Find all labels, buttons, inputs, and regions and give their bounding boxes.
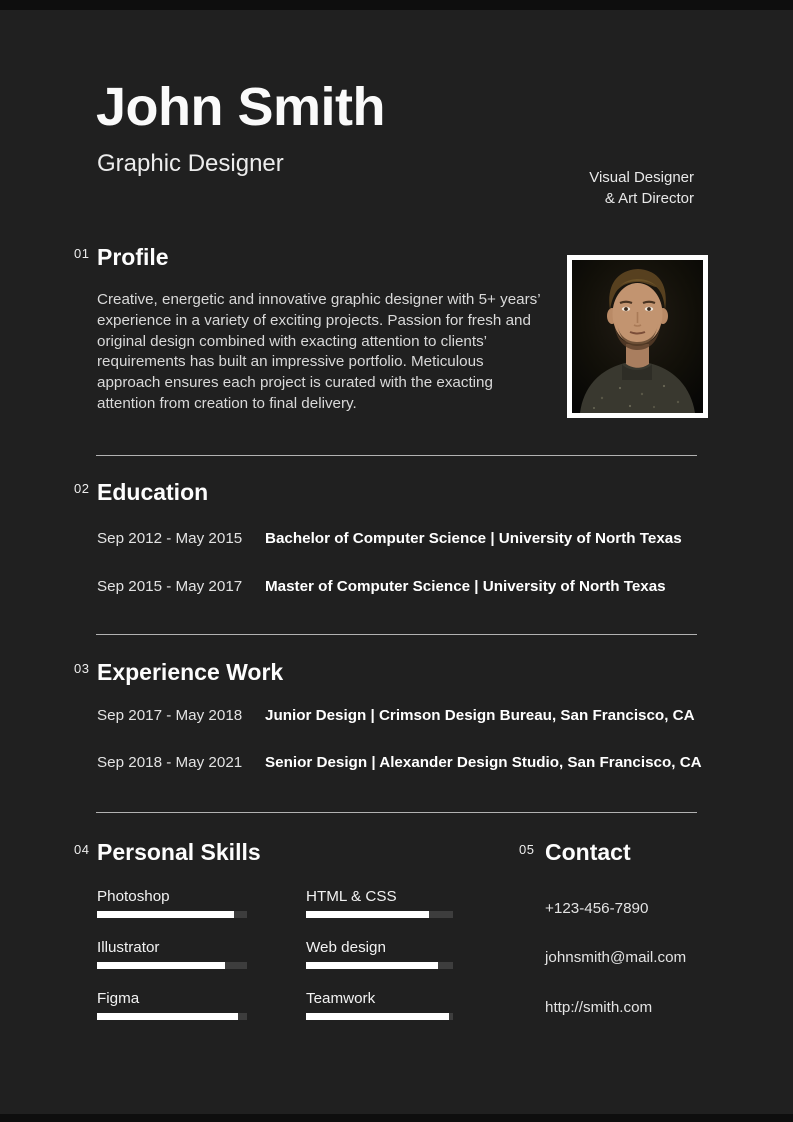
skill-bar-fill: [306, 911, 429, 918]
contact-section-heading: Contact: [545, 839, 631, 865]
education-entry-description: Bachelor of Computer Science | University of North Texas: [265, 530, 682, 547]
education-entry: [97, 578, 697, 595]
person-name: John Smith: [96, 77, 385, 137]
skill-item: [97, 990, 247, 1020]
skill-item: [97, 888, 247, 918]
experience-entry: [97, 754, 702, 771]
page-bottom-edge: [0, 1114, 793, 1122]
experience-section-heading: Experience Work: [97, 659, 284, 685]
section-divider: [96, 455, 697, 456]
skill-bar-track: [306, 911, 453, 918]
contact-email[interactable]: johnsmith@mail.com: [545, 949, 687, 966]
person-job-title: Graphic Designer: [97, 150, 284, 177]
section-divider: [96, 812, 697, 813]
skill-label: Photoshop: [97, 888, 170, 905]
experience-entry-dates: Sep 2017 - May 2018: [97, 707, 243, 724]
skill-bar-fill: [97, 1013, 238, 1020]
skill-item: [306, 888, 453, 918]
education-entry: [97, 530, 697, 547]
contact-phone: +123-456-7890: [545, 900, 649, 917]
skill-bar-track: [97, 1013, 247, 1020]
skills-section-number: 04: [74, 842, 90, 857]
education-entry-description: Master of Computer Science | University of North Texas: [265, 578, 666, 595]
skill-bar-track: [306, 1013, 453, 1020]
tagline-line-1: Visual Designer: [589, 169, 694, 186]
profile-summary-text: Creative, energetic and innovative graphic designer with 5+ years’ experience in a variety of exciting projects. Passion for fresh and original design combined with exacting attention to clients’ requirements has built an impressive portfolio. Meticulous approach ensures each project is curated with the exacting attention from creation to final delivery.: [97, 291, 541, 412]
skill-bar-fill: [306, 1013, 449, 1020]
skills-section-heading: Personal Skills: [97, 839, 261, 865]
experience-section-number: 03: [74, 661, 90, 676]
skill-item: [306, 990, 453, 1020]
section-divider: [96, 634, 697, 635]
contact-website[interactable]: http://smith.com: [545, 999, 653, 1016]
experience-entry-description: Senior Design | Alexander Design Studio, San Francisco, CA: [265, 754, 702, 771]
skill-label: Illustrator: [97, 939, 160, 956]
education-entry-dates: Sep 2015 - May 2017: [97, 578, 243, 595]
skill-bar-fill: [306, 962, 438, 969]
contact-section-number: 05: [519, 842, 535, 857]
skill-bar-track: [97, 962, 247, 969]
education-section-number: 02: [74, 481, 90, 496]
portrait-photo: [567, 255, 708, 418]
tagline-line-2: & Art Director: [604, 190, 694, 207]
skill-item: [97, 939, 247, 969]
portrait-photo-illustration: [572, 260, 703, 413]
skill-bar-track: [97, 911, 247, 918]
education-entry-dates: Sep 2012 - May 2015: [97, 530, 243, 547]
skill-label: Web design: [306, 939, 386, 956]
page-top-edge: [0, 0, 793, 10]
skill-bar-fill: [97, 962, 225, 969]
education-section-heading: Education: [97, 479, 209, 505]
skill-item: [306, 939, 453, 969]
skill-bar-fill: [97, 911, 234, 918]
skill-label: Teamwork: [306, 990, 376, 1007]
skill-bar-track: [306, 962, 453, 969]
profile-section-heading: Profile: [97, 244, 169, 270]
experience-entry: [97, 707, 697, 724]
person-tagline: [589, 167, 694, 209]
experience-entry-dates: Sep 2018 - May 2021: [97, 754, 243, 771]
skill-label: HTML & CSS: [306, 888, 397, 905]
profile-section-number: 01: [74, 246, 90, 261]
experience-entry-description: Junior Design | Crimson Design Bureau, San Francisco, CA: [265, 707, 695, 724]
skill-label: Figma: [97, 990, 140, 1007]
